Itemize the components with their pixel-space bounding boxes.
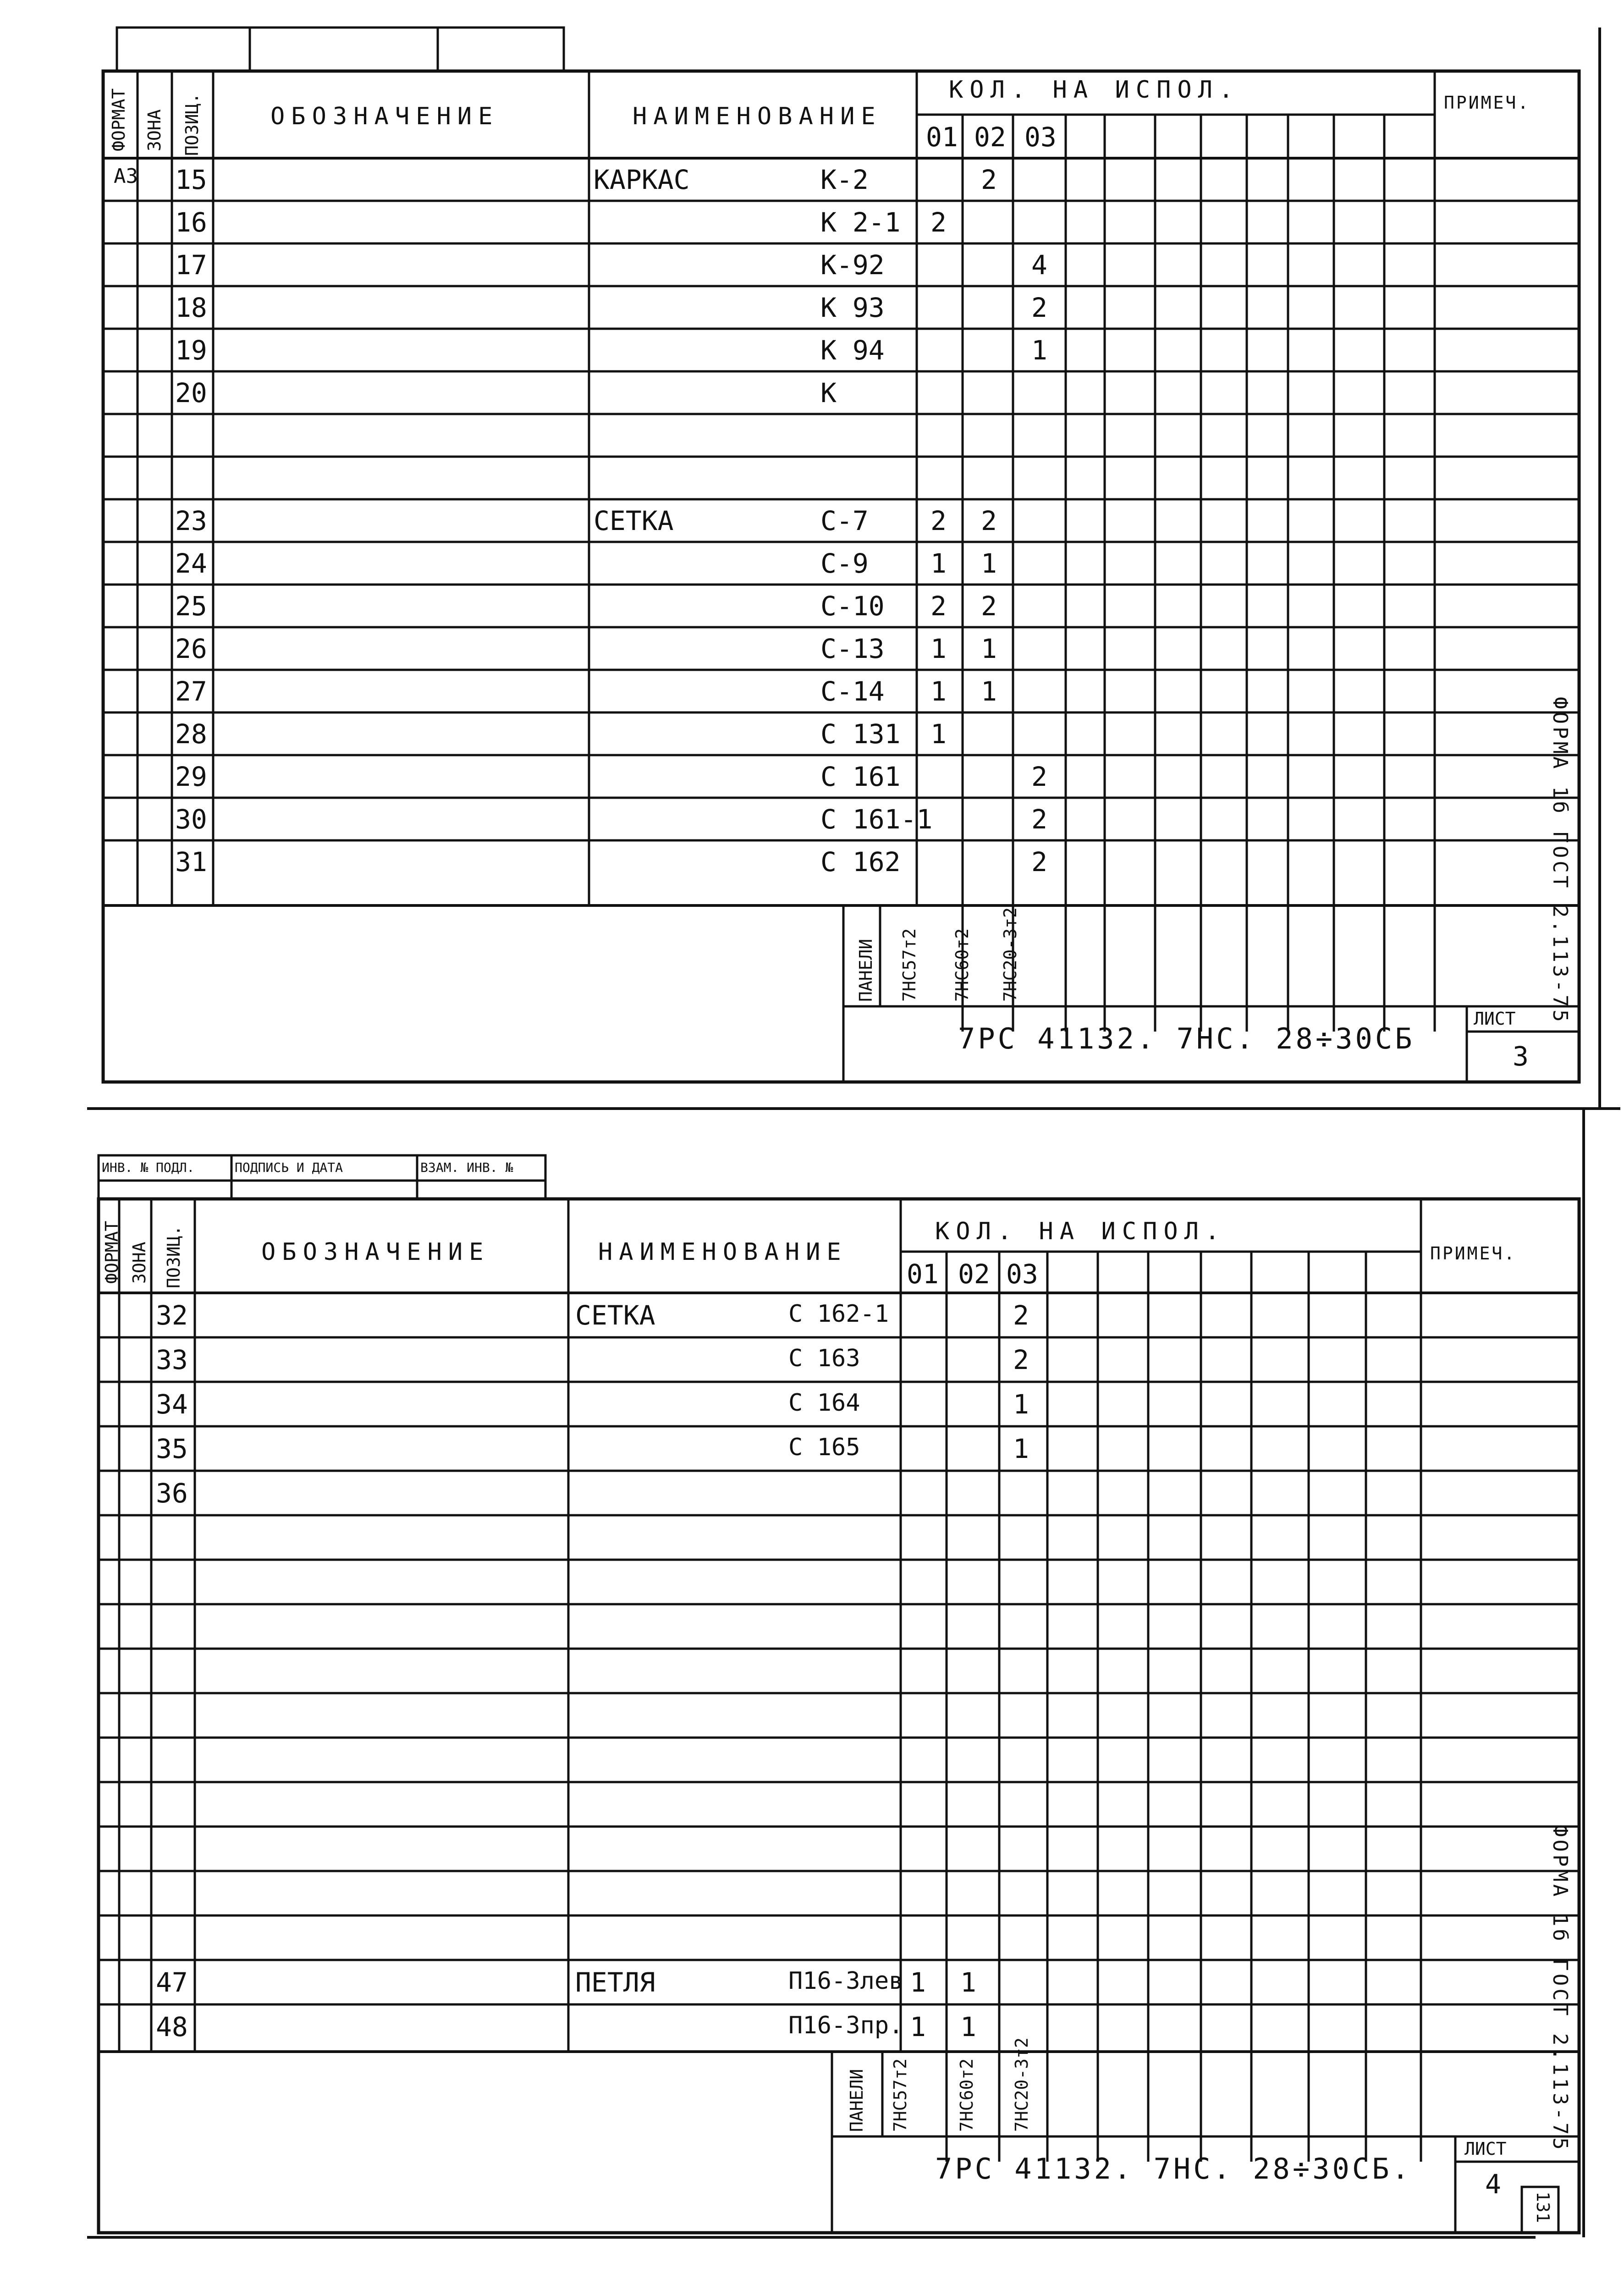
row-position: 19: [175, 335, 207, 366]
row-item: С-14: [820, 676, 885, 707]
panel-3-3: 7НС20-3т2: [1000, 907, 1020, 1002]
panels-label-3: ПАНЕЛИ: [856, 938, 876, 1002]
row-item: К: [820, 377, 837, 408]
row-qty-01: 2: [930, 505, 947, 536]
row-position: 25: [175, 591, 207, 622]
row-qty-01: 1: [930, 718, 947, 750]
panel-3-2: 7НС60т2: [952, 928, 972, 1002]
document-code-3: 7РС 41132. 7НС. 28÷30СБ: [958, 1022, 1415, 1055]
row-item: С 162: [820, 846, 901, 878]
row-item: С-10: [820, 591, 885, 622]
header-q02-4: 02: [958, 1258, 990, 1290]
row-qty-02: 2: [981, 505, 997, 536]
row-qty-03: 2: [1031, 846, 1047, 878]
row-position: 23: [175, 505, 207, 536]
row-item: С-13: [820, 633, 885, 664]
row-position: 17: [175, 249, 207, 281]
sheet-number-3: 3: [1513, 1041, 1529, 1072]
row-item: С 164: [788, 1389, 860, 1417]
row-qty-01: 1: [930, 633, 947, 664]
row-qty-02: 2: [981, 591, 997, 622]
stamp-signature-date: ПОДПИСЬ И ДАТА: [235, 1160, 343, 1175]
form-note-3: ФОРМА 1б ГОСТ 2.113-75: [1548, 697, 1572, 1025]
stamp-replaced-inv: ВЗАМ. ИНВ. №: [420, 1160, 513, 1175]
row-qty-03: 1: [1031, 335, 1047, 366]
panel-4-3: 7НС20-3т2: [1012, 2037, 1032, 2132]
row-position: 47: [156, 1967, 188, 1998]
header-zone: ЗОНА: [144, 109, 165, 151]
row-position: 26: [175, 633, 207, 664]
row-qty-01: 1: [930, 548, 947, 579]
row-qty-01: 1: [910, 2011, 926, 2042]
header-note: ПРИМЕЧ.: [1444, 93, 1530, 113]
panel-3-1: 7НС57т2: [899, 928, 919, 1002]
header-designation: ОБОЗНАЧЕНИЕ: [270, 103, 499, 130]
row-name: КАРКАС: [594, 164, 690, 195]
row-qty-03: 2: [1031, 761, 1047, 792]
row-qty-01: 2: [930, 207, 947, 238]
sheet-number-4: 4: [1485, 2169, 1501, 2200]
row-qty-03: 1: [1013, 1389, 1029, 1420]
row-qty-03: 2: [1013, 1300, 1029, 1331]
form-note-4: ФОРМА 1б ГОСТ 2.113-75: [1548, 1825, 1572, 2153]
row-position: 33: [156, 1344, 188, 1375]
row-qty-02: 1: [981, 676, 997, 707]
row-position: 36: [156, 1478, 188, 1509]
corner-page-number: 131: [1533, 2191, 1553, 2223]
row-qty-03: 1: [1013, 1433, 1029, 1464]
row-position: 35: [156, 1433, 188, 1464]
row-name: СЕТКА: [575, 1300, 655, 1331]
row-item: С 165: [788, 1434, 860, 1461]
header-qty: КОЛ. НА ИСПОЛ.: [949, 76, 1240, 104]
row-qty-03: 2: [1013, 1344, 1029, 1375]
row-position: 15: [175, 164, 207, 195]
header-q01: 01: [926, 121, 958, 153]
row-position: 28: [175, 718, 207, 750]
row-position: 27: [175, 676, 207, 707]
row-qty-02: 2: [981, 164, 997, 195]
row-item: С-7: [820, 505, 869, 536]
row-item: П16-3лев: [788, 1967, 903, 1995]
document-code-4: 7РС 41132. 7НС. 28÷30СБ.: [935, 2152, 1412, 2186]
header-position-4: ПОЗИЦ.: [164, 1225, 184, 1288]
row-qty-02: 1: [981, 633, 997, 664]
row-item: К 93: [820, 292, 885, 323]
header-qty-4: КОЛ. НА ИСПОЛ.: [935, 1218, 1226, 1245]
row-position: 18: [175, 292, 207, 323]
row-qty-03: 4: [1031, 249, 1047, 281]
row-position: 29: [175, 761, 207, 792]
row-item: С 161: [820, 761, 901, 792]
row-position: 30: [175, 804, 207, 835]
header-format: ФОРМАТ: [109, 88, 129, 151]
row-item: К-92: [820, 249, 885, 281]
row-item: С 131: [820, 718, 901, 750]
header-q01-4: 01: [907, 1258, 939, 1290]
row-item: С-9: [820, 548, 869, 579]
row-name: ПЕТЛЯ: [575, 1967, 655, 1998]
row-name: СЕТКА: [594, 505, 674, 536]
sheet-label-3: ЛИСТ: [1474, 1009, 1516, 1029]
row-item: С 163: [788, 1345, 860, 1372]
row-item: К 2-1: [820, 207, 901, 238]
row-position: 34: [156, 1389, 188, 1420]
row-position: 48: [156, 2011, 188, 2042]
row-qty-03: 2: [1031, 804, 1047, 835]
panels-label-4: ПАНЕЛИ: [847, 2069, 867, 2132]
header-note-4: ПРИМЕЧ.: [1430, 1243, 1517, 1264]
row-item: П16-3пр.: [788, 2012, 903, 2039]
row-qty-03: 2: [1031, 292, 1047, 323]
header-designation-4: ОБОЗНАЧЕНИЕ: [261, 1238, 490, 1266]
row-item: К-2: [820, 164, 869, 195]
row-qty-02: 1: [981, 548, 997, 579]
panel-4-2: 7НС60т2: [957, 2058, 977, 2132]
header-q03: 03: [1024, 121, 1057, 153]
row-item: С 162-1: [788, 1300, 889, 1328]
row-qty-02: 1: [960, 2011, 976, 2042]
row-position: 20: [175, 377, 207, 408]
row-item: С 161-1: [820, 804, 933, 835]
header-name: НАИМЕНОВАНИЕ: [633, 103, 882, 130]
header-q02: 02: [974, 121, 1006, 153]
row-qty-01: 1: [910, 1967, 926, 1998]
header-format-4: ФОРМАТ: [102, 1220, 122, 1284]
row-qty-01: 1: [930, 676, 947, 707]
sheet-label-4: ЛИСТ: [1464, 2139, 1507, 2159]
header-zone-4: ЗОНА: [129, 1242, 149, 1284]
header-position: ПОЗИЦ.: [182, 93, 202, 156]
row-format: А3: [114, 165, 138, 188]
row-item: К 94: [820, 335, 885, 366]
row-position: 32: [156, 1300, 188, 1331]
header-q03-4: 03: [1006, 1258, 1038, 1290]
stamp-inv-no: ИНВ. № ПОДЛ.: [102, 1160, 195, 1175]
row-position: 31: [175, 846, 207, 878]
row-position: 16: [175, 207, 207, 238]
row-qty-02: 1: [960, 1967, 976, 1998]
row-position: 24: [175, 548, 207, 579]
panel-4-1: 7НС57т2: [890, 2058, 910, 2132]
header-name-4: НАИМЕНОВАНИЕ: [598, 1238, 848, 1266]
row-qty-01: 2: [930, 591, 947, 622]
